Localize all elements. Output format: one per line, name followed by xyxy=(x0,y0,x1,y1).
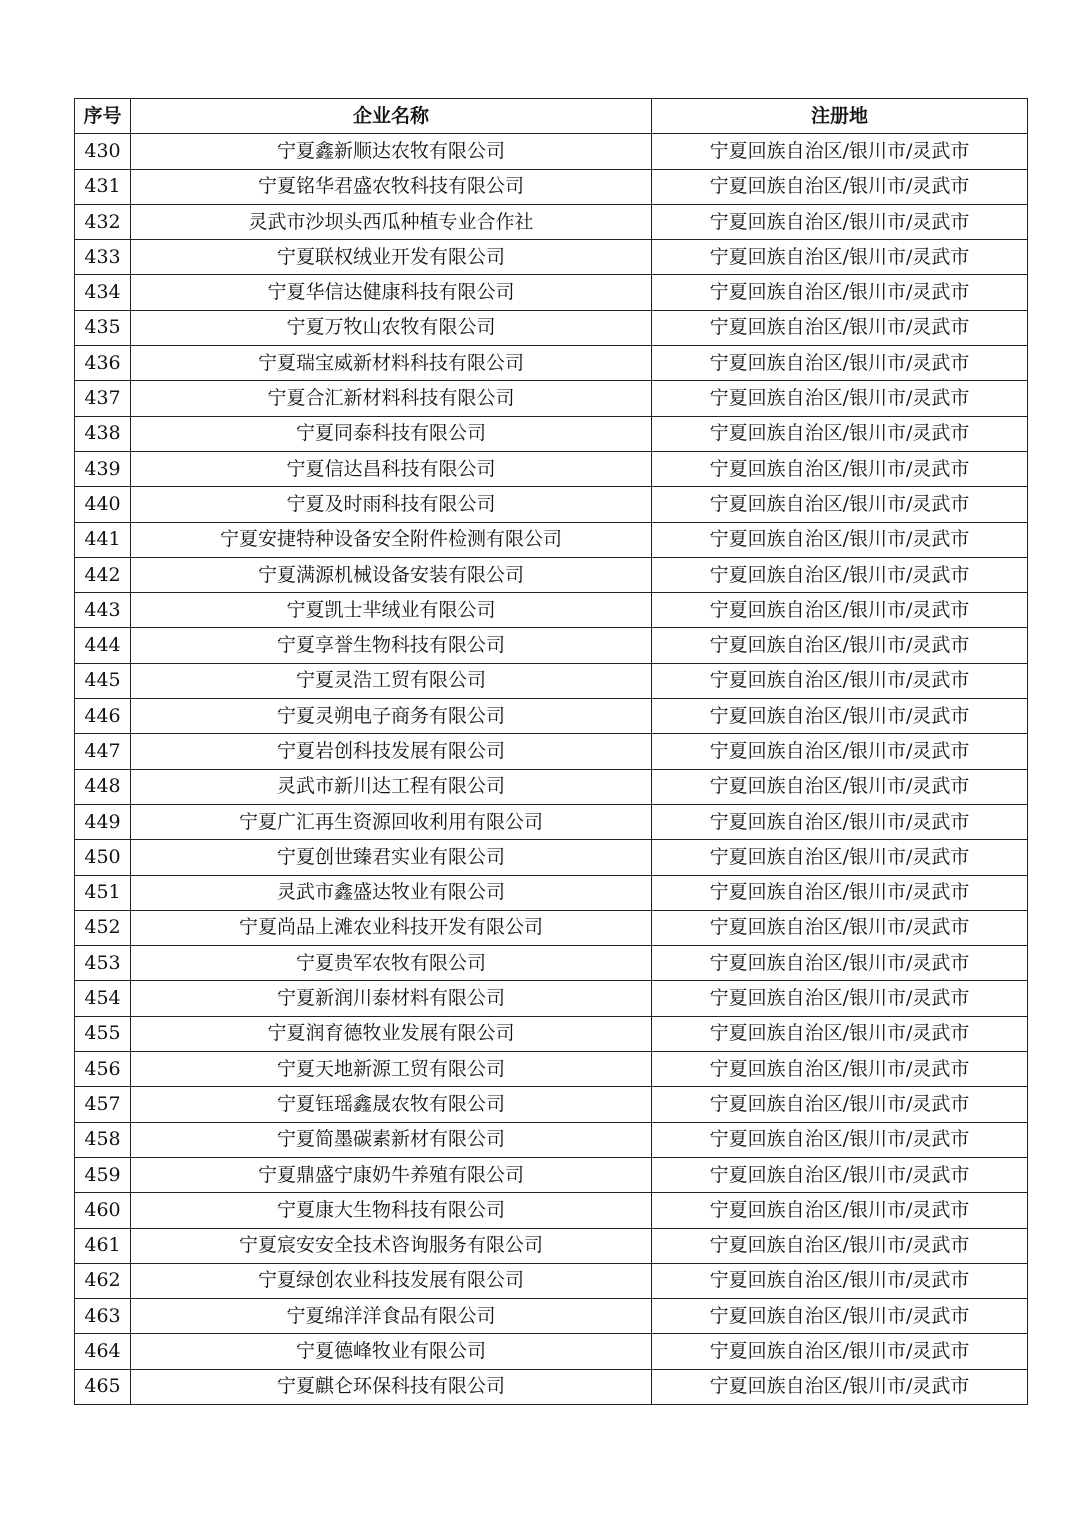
cell-seq: 435 xyxy=(75,310,131,345)
table-row xyxy=(75,840,1028,875)
cell-registered-location: 宁夏回族自治区/银川市/灵武市 xyxy=(652,310,1028,345)
cell-seq: 434 xyxy=(75,275,131,310)
cell-registered-location: 宁夏回族自治区/银川市/灵武市 xyxy=(652,275,1028,310)
cell-company-name: 宁夏灵浩工贸有限公司 xyxy=(131,663,652,698)
cell-seq: 456 xyxy=(75,1052,131,1087)
cell-seq: 457 xyxy=(75,1087,131,1122)
table-row xyxy=(75,663,1028,698)
cell-seq: 432 xyxy=(75,204,131,239)
cell-registered-location: 宁夏回族自治区/银川市/灵武市 xyxy=(652,487,1028,522)
table-row xyxy=(75,487,1028,522)
cell-seq: 430 xyxy=(75,134,131,169)
table-row xyxy=(75,1228,1028,1263)
table-row xyxy=(75,1052,1028,1087)
cell-registered-location: 宁夏回族自治区/银川市/灵武市 xyxy=(652,522,1028,557)
cell-seq: 437 xyxy=(75,381,131,416)
cell-registered-location: 宁夏回族自治区/银川市/灵武市 xyxy=(652,769,1028,804)
cell-seq: 436 xyxy=(75,346,131,381)
cell-seq: 448 xyxy=(75,769,131,804)
cell-company-name: 宁夏铭华君盛农牧科技有限公司 xyxy=(131,169,652,204)
cell-company-name: 宁夏宸安安全技术咨询服务有限公司 xyxy=(131,1228,652,1263)
cell-registered-location: 宁夏回族自治区/银川市/灵武市 xyxy=(652,1263,1028,1298)
cell-company-name: 宁夏灵朔电子商务有限公司 xyxy=(131,699,652,734)
cell-seq: 447 xyxy=(75,734,131,769)
cell-registered-location: 宁夏回族自治区/银川市/灵武市 xyxy=(652,699,1028,734)
table-row xyxy=(75,557,1028,592)
cell-registered-location: 宁夏回族自治区/银川市/灵武市 xyxy=(652,628,1028,663)
cell-company-name: 宁夏鑫新顺达农牧有限公司 xyxy=(131,134,652,169)
header-row xyxy=(75,99,1028,134)
table-row xyxy=(75,1122,1028,1157)
cell-company-name: 宁夏满源机械设备安装有限公司 xyxy=(131,557,652,592)
cell-registered-location: 宁夏回族自治区/银川市/灵武市 xyxy=(652,804,1028,839)
cell-registered-location: 宁夏回族自治区/银川市/灵武市 xyxy=(652,840,1028,875)
cell-registered-location: 宁夏回族自治区/银川市/灵武市 xyxy=(652,1052,1028,1087)
cell-seq: 459 xyxy=(75,1157,131,1192)
cell-seq: 452 xyxy=(75,910,131,945)
cell-registered-location: 宁夏回族自治区/银川市/灵武市 xyxy=(652,875,1028,910)
cell-seq: 441 xyxy=(75,522,131,557)
cell-registered-location: 宁夏回族自治区/银川市/灵武市 xyxy=(652,381,1028,416)
cell-company-name: 宁夏天地新源工贸有限公司 xyxy=(131,1052,652,1087)
table-row xyxy=(75,981,1028,1016)
table-row xyxy=(75,169,1028,204)
cell-registered-location: 宁夏回族自治区/银川市/灵武市 xyxy=(652,734,1028,769)
cell-company-name: 宁夏康大生物科技有限公司 xyxy=(131,1193,652,1228)
cell-registered-location: 宁夏回族自治区/银川市/灵武市 xyxy=(652,1228,1028,1263)
cell-registered-location: 宁夏回族自治区/银川市/灵武市 xyxy=(652,240,1028,275)
cell-registered-location: 宁夏回族自治区/银川市/灵武市 xyxy=(652,169,1028,204)
cell-seq: 460 xyxy=(75,1193,131,1228)
header-seq: 序号 xyxy=(75,99,131,134)
table-row xyxy=(75,875,1028,910)
cell-registered-location: 宁夏回族自治区/银川市/灵武市 xyxy=(652,663,1028,698)
cell-seq: 449 xyxy=(75,804,131,839)
cell-company-name: 宁夏麒仑环保科技有限公司 xyxy=(131,1369,652,1404)
cell-registered-location: 宁夏回族自治区/银川市/灵武市 xyxy=(652,1122,1028,1157)
table-row xyxy=(75,1157,1028,1192)
cell-registered-location: 宁夏回族自治区/银川市/灵武市 xyxy=(652,1334,1028,1369)
cell-seq: 446 xyxy=(75,699,131,734)
cell-seq: 438 xyxy=(75,416,131,451)
table-row xyxy=(75,1193,1028,1228)
cell-registered-location: 宁夏回族自治区/银川市/灵武市 xyxy=(652,1016,1028,1051)
cell-company-name: 灵武市新川达工程有限公司 xyxy=(131,769,652,804)
cell-registered-location: 宁夏回族自治区/银川市/灵武市 xyxy=(652,593,1028,628)
cell-registered-location: 宁夏回族自治区/银川市/灵武市 xyxy=(652,134,1028,169)
cell-company-name: 宁夏新润川泰材料有限公司 xyxy=(131,981,652,1016)
cell-registered-location: 宁夏回族自治区/银川市/灵武市 xyxy=(652,557,1028,592)
cell-registered-location: 宁夏回族自治区/银川市/灵武市 xyxy=(652,946,1028,981)
cell-seq: 431 xyxy=(75,169,131,204)
table-row xyxy=(75,1299,1028,1334)
cell-seq: 465 xyxy=(75,1369,131,1404)
cell-company-name: 宁夏信达昌科技有限公司 xyxy=(131,451,652,486)
cell-seq: 461 xyxy=(75,1228,131,1263)
cell-registered-location: 宁夏回族自治区/银川市/灵武市 xyxy=(652,204,1028,239)
table-row xyxy=(75,1334,1028,1369)
cell-seq: 451 xyxy=(75,875,131,910)
cell-seq: 464 xyxy=(75,1334,131,1369)
cell-seq: 442 xyxy=(75,557,131,592)
cell-registered-location: 宁夏回族自治区/银川市/灵武市 xyxy=(652,1087,1028,1122)
header-name: 企业名称 xyxy=(131,99,652,134)
cell-registered-location: 宁夏回族自治区/银川市/灵武市 xyxy=(652,346,1028,381)
cell-company-name: 宁夏享誉生物科技有限公司 xyxy=(131,628,652,663)
table-row xyxy=(75,910,1028,945)
cell-company-name: 宁夏华信达健康科技有限公司 xyxy=(131,275,652,310)
cell-registered-location: 宁夏回族自治区/银川市/灵武市 xyxy=(652,416,1028,451)
header-location: 注册地 xyxy=(652,99,1028,134)
cell-registered-location: 宁夏回族自治区/银川市/灵武市 xyxy=(652,1157,1028,1192)
table-row xyxy=(75,416,1028,451)
cell-company-name: 宁夏简墨碳素新材有限公司 xyxy=(131,1122,652,1157)
cell-seq: 463 xyxy=(75,1299,131,1334)
cell-registered-location: 宁夏回族自治区/银川市/灵武市 xyxy=(652,910,1028,945)
cell-company-name: 宁夏润育德牧业发展有限公司 xyxy=(131,1016,652,1051)
cell-company-name: 灵武市鑫盛达牧业有限公司 xyxy=(131,875,652,910)
table-row xyxy=(75,769,1028,804)
cell-registered-location: 宁夏回族自治区/银川市/灵武市 xyxy=(652,1369,1028,1404)
table-row xyxy=(75,310,1028,345)
cell-seq: 445 xyxy=(75,663,131,698)
table-row xyxy=(75,946,1028,981)
table-row xyxy=(75,451,1028,486)
cell-company-name: 灵武市沙坝头西瓜种植专业合作社 xyxy=(131,204,652,239)
cell-company-name: 宁夏万牧山农牧有限公司 xyxy=(131,310,652,345)
table-body xyxy=(75,134,1028,1405)
cell-seq: 443 xyxy=(75,593,131,628)
table-row xyxy=(75,381,1028,416)
cell-company-name: 宁夏及时雨科技有限公司 xyxy=(131,487,652,522)
table-row xyxy=(75,699,1028,734)
cell-company-name: 宁夏安捷特种设备安全附件检测有限公司 xyxy=(131,522,652,557)
cell-company-name: 宁夏鼎盛宁康奶牛养殖有限公司 xyxy=(131,1157,652,1192)
cell-seq: 453 xyxy=(75,946,131,981)
table-row xyxy=(75,240,1028,275)
cell-registered-location: 宁夏回族自治区/银川市/灵武市 xyxy=(652,1193,1028,1228)
cell-registered-location: 宁夏回族自治区/银川市/灵武市 xyxy=(652,1299,1028,1334)
cell-company-name: 宁夏创世臻君实业有限公司 xyxy=(131,840,652,875)
cell-registered-location: 宁夏回族自治区/银川市/灵武市 xyxy=(652,981,1028,1016)
cell-seq: 455 xyxy=(75,1016,131,1051)
cell-seq: 462 xyxy=(75,1263,131,1298)
cell-company-name: 宁夏同泰科技有限公司 xyxy=(131,416,652,451)
table-row xyxy=(75,593,1028,628)
table-row xyxy=(75,804,1028,839)
cell-seq: 458 xyxy=(75,1122,131,1157)
cell-company-name: 宁夏绿创农业科技发展有限公司 xyxy=(131,1263,652,1298)
cell-company-name: 宁夏合汇新材料科技有限公司 xyxy=(131,381,652,416)
cell-company-name: 宁夏凯士芈绒业有限公司 xyxy=(131,593,652,628)
cell-company-name: 宁夏瑞宝威新材料科技有限公司 xyxy=(131,346,652,381)
cell-seq: 440 xyxy=(75,487,131,522)
cell-seq: 433 xyxy=(75,240,131,275)
table-row xyxy=(75,275,1028,310)
table-row xyxy=(75,628,1028,663)
table-row xyxy=(75,522,1028,557)
cell-company-name: 宁夏岩创科技发展有限公司 xyxy=(131,734,652,769)
table-row xyxy=(75,1263,1028,1298)
cell-company-name: 宁夏绵洋洋食品有限公司 xyxy=(131,1299,652,1334)
cell-company-name: 宁夏广汇再生资源回收利用有限公司 xyxy=(131,804,652,839)
cell-seq: 454 xyxy=(75,981,131,1016)
enterprise-table xyxy=(74,98,1028,1405)
table-header xyxy=(75,99,1028,134)
table-row xyxy=(75,346,1028,381)
table-row xyxy=(75,1016,1028,1051)
table-row xyxy=(75,204,1028,239)
cell-company-name: 宁夏德峰牧业有限公司 xyxy=(131,1334,652,1369)
cell-seq: 450 xyxy=(75,840,131,875)
cell-company-name: 宁夏钰瑶鑫晟农牧有限公司 xyxy=(131,1087,652,1122)
table-row xyxy=(75,734,1028,769)
cell-company-name: 宁夏贵军农牧有限公司 xyxy=(131,946,652,981)
cell-company-name: 宁夏联权绒业开发有限公司 xyxy=(131,240,652,275)
cell-company-name: 宁夏尚品上滩农业科技开发有限公司 xyxy=(131,910,652,945)
cell-registered-location: 宁夏回族自治区/银川市/灵武市 xyxy=(652,451,1028,486)
table-row xyxy=(75,134,1028,169)
table-row xyxy=(75,1087,1028,1122)
table-row xyxy=(75,1369,1028,1404)
cell-seq: 444 xyxy=(75,628,131,663)
cell-seq: 439 xyxy=(75,451,131,486)
